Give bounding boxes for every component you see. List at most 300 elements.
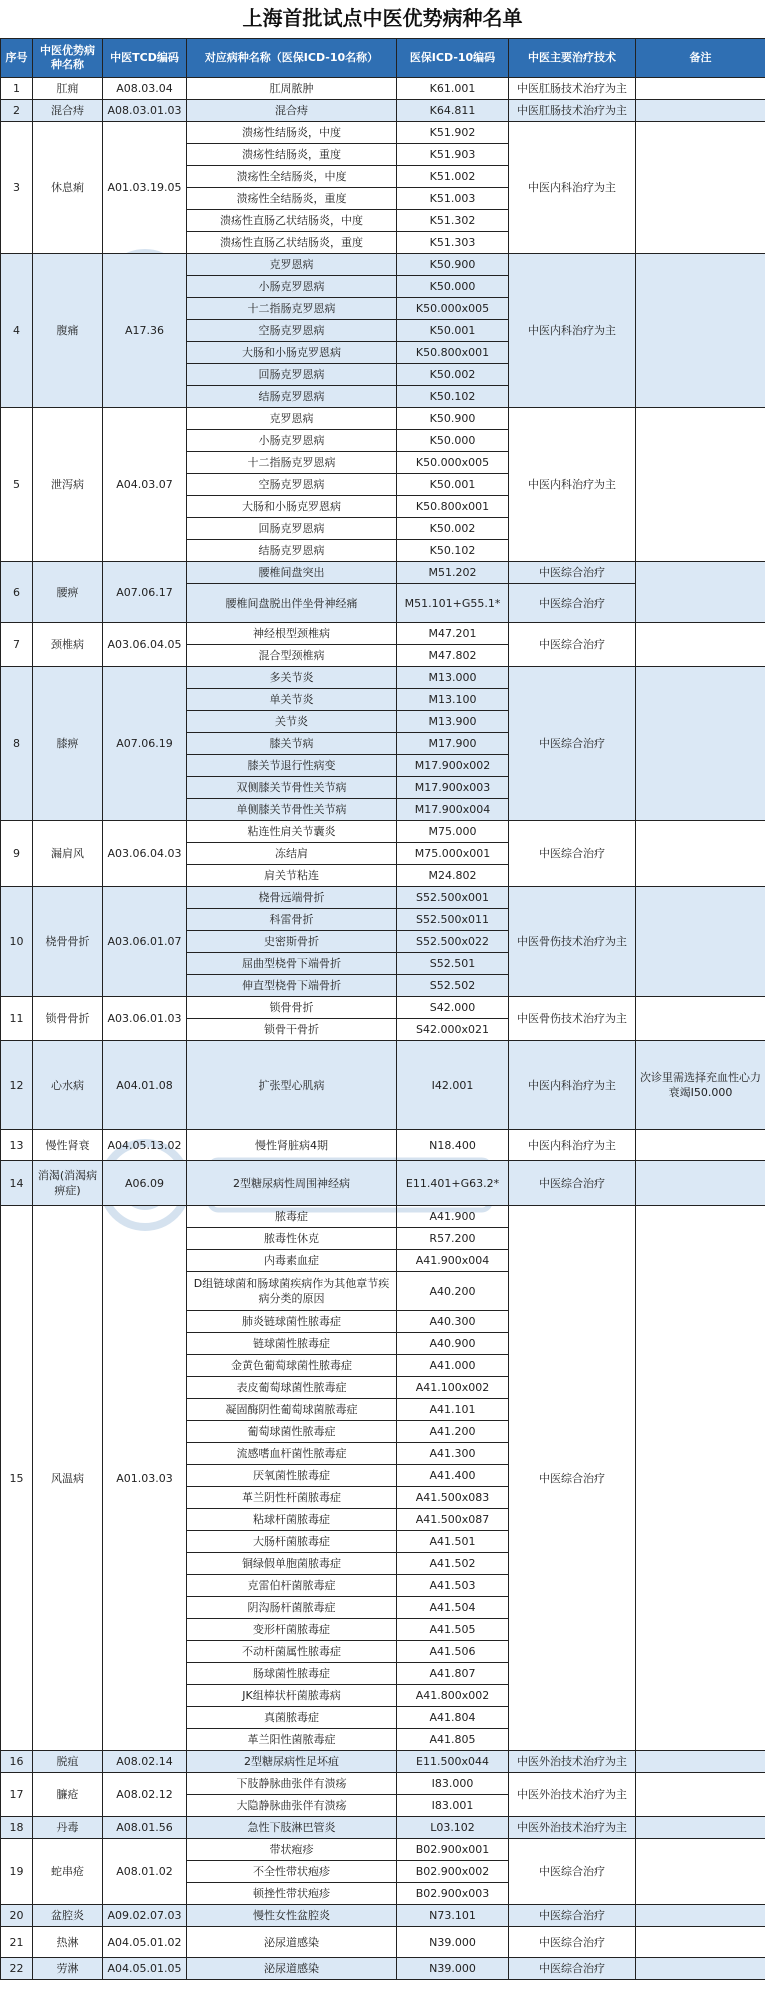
note — [636, 122, 765, 254]
icd-code: K50.800x001 — [397, 342, 509, 364]
row-number: 17 — [1, 1773, 33, 1817]
icd-disease-name: 2型糖尿病性足坏疽 — [187, 1751, 397, 1773]
icd-disease-name: 带状疱疹 — [187, 1839, 397, 1861]
icd-code: M51.202 — [397, 562, 509, 584]
icd-code: A41.000 — [397, 1355, 509, 1377]
table-row — [1, 1041, 765, 1130]
icd-disease-name: JK组棒状杆菌脓毒病 — [187, 1685, 397, 1707]
icd-disease-name: 双侧膝关节骨性关节病 — [187, 777, 397, 799]
table-row — [1, 623, 765, 645]
row-number: 15 — [1, 1206, 33, 1751]
disease-name: 心水病 — [33, 1041, 103, 1130]
icd-code: I83.000 — [397, 1773, 509, 1795]
disease-name: 风温病 — [33, 1206, 103, 1751]
icd-code: S42.000x021 — [397, 1019, 509, 1041]
tcd-code: A03.06.04.05 — [103, 623, 187, 667]
icd-code: K50.002 — [397, 518, 509, 540]
note — [636, 1905, 765, 1927]
icd-disease-name: 内毒素血症 — [187, 1250, 397, 1272]
header-icd-name: 对应病种名称（医保ICD-10名称） — [187, 39, 397, 78]
note — [636, 821, 765, 887]
icd-disease-name: 表皮葡萄球菌性脓毒症 — [187, 1377, 397, 1399]
icd-disease-name: 多关节炎 — [187, 667, 397, 689]
icd-disease-name: 脓毒症 — [187, 1206, 397, 1228]
icd-code: S52.500x022 — [397, 931, 509, 953]
icd-disease-name: 慢性肾脏病4期 — [187, 1130, 397, 1161]
tcd-code: A03.06.01.07 — [103, 887, 187, 997]
treatment-technique: 中医综合治疗 — [509, 623, 636, 667]
icd-code: K51.303 — [397, 232, 509, 254]
note — [636, 667, 765, 821]
header-no: 序号 — [1, 39, 33, 78]
note — [636, 408, 765, 562]
icd-code: M13.100 — [397, 689, 509, 711]
icd-disease-name: 溃疡性直肠乙状结肠炎，重度 — [187, 232, 397, 254]
table-row — [1, 667, 765, 689]
tcd-code: A07.06.19 — [103, 667, 187, 821]
note — [636, 1958, 765, 1980]
icd-disease-name: 真菌脓毒症 — [187, 1707, 397, 1729]
treatment-technique: 中医综合治疗 — [509, 562, 636, 584]
icd-disease-name: 慢性女性盆腔炎 — [187, 1905, 397, 1927]
icd-disease-name: 厌氧菌性脓毒症 — [187, 1465, 397, 1487]
icd-disease-name: 锁骨骨折 — [187, 997, 397, 1019]
table-row — [1, 1839, 765, 1861]
icd-disease-name: 混合痔 — [187, 100, 397, 122]
icd-disease-name: 伸直型桡骨下端骨折 — [187, 975, 397, 997]
row-number: 8 — [1, 667, 33, 821]
icd-code: K50.001 — [397, 474, 509, 496]
icd-code: A41.800x002 — [397, 1685, 509, 1707]
tcd-code: A06.09 — [103, 1161, 187, 1206]
tcd-code: A07.06.17 — [103, 562, 187, 623]
icd-code: L03.102 — [397, 1817, 509, 1839]
treatment-technique: 中医肛肠技术治疗为主 — [509, 78, 636, 100]
tcd-code: A04.01.08 — [103, 1041, 187, 1130]
icd-code: K61.001 — [397, 78, 509, 100]
icd-disease-name: 回肠克罗恩病 — [187, 518, 397, 540]
icd-disease-name: 金黄色葡萄球菌性脓毒症 — [187, 1355, 397, 1377]
table-row — [1, 122, 765, 144]
icd-disease-name: 大隐静脉曲张伴有溃疡 — [187, 1795, 397, 1817]
disease-name: 慢性肾衰 — [33, 1130, 103, 1161]
icd-disease-name: 不动杆菌属性脓毒症 — [187, 1641, 397, 1663]
icd-code: M17.900x003 — [397, 777, 509, 799]
disease-name: 劳淋 — [33, 1958, 103, 1980]
note — [636, 562, 765, 623]
icd-code: K51.902 — [397, 122, 509, 144]
table-row — [1, 1927, 765, 1958]
disease-name: 脱疽 — [33, 1751, 103, 1773]
disease-name: 泄泻病 — [33, 408, 103, 562]
row-number: 21 — [1, 1927, 33, 1958]
icd-disease-name: 锁骨干骨折 — [187, 1019, 397, 1041]
icd-disease-name: 溃疡性结肠炎，中度 — [187, 122, 397, 144]
header-tcd-code: 中医TCD编码 — [103, 39, 187, 78]
treatment-technique: 中医外治技术治疗为主 — [509, 1751, 636, 1773]
treatment-technique: 中医综合治疗 — [509, 1161, 636, 1206]
treatment-technique: 中医综合治疗 — [509, 1905, 636, 1927]
note — [636, 1817, 765, 1839]
row-number: 20 — [1, 1905, 33, 1927]
table-row — [1, 1905, 765, 1927]
icd-code: N39.000 — [397, 1958, 509, 1980]
tcd-code: A04.05.13.02 — [103, 1130, 187, 1161]
icd-disease-name: 2型糖尿病性周围神经病 — [187, 1161, 397, 1206]
tcd-code: A08.03.04 — [103, 78, 187, 100]
icd-disease-name: 小肠克罗恩病 — [187, 430, 397, 452]
icd-code: A41.502 — [397, 1553, 509, 1575]
disease-name: 桡骨骨折 — [33, 887, 103, 997]
tcd-code: A03.06.04.03 — [103, 821, 187, 887]
icd-code: M13.900 — [397, 711, 509, 733]
icd-disease-name: 溃疡性全结肠炎，中度 — [187, 166, 397, 188]
icd-code: E11.401+G63.2* — [397, 1161, 509, 1206]
icd-code: K51.002 — [397, 166, 509, 188]
icd-disease-name: 结肠克罗恩病 — [187, 386, 397, 408]
treatment-technique: 中医综合治疗 — [509, 1958, 636, 1980]
table-row — [1, 887, 765, 909]
icd-code: M75.000x001 — [397, 843, 509, 865]
header-treatment: 中医主要治疗技术 — [509, 39, 636, 78]
icd-code: K50.000 — [397, 276, 509, 298]
note — [636, 1206, 765, 1751]
icd-code: A41.503 — [397, 1575, 509, 1597]
icd-disease-name: 小肠克罗恩病 — [187, 276, 397, 298]
treatment-technique: 中医综合治疗 — [509, 1839, 636, 1905]
note — [636, 1161, 765, 1206]
treatment-technique: 中医内科治疗为主 — [509, 1041, 636, 1130]
icd-code: K50.900 — [397, 254, 509, 276]
icd-code: A41.805 — [397, 1729, 509, 1751]
row-number: 5 — [1, 408, 33, 562]
icd-disease-name: 扩张型心肌病 — [187, 1041, 397, 1130]
tcd-code: A17.36 — [103, 254, 187, 408]
note — [636, 1751, 765, 1773]
row-number: 19 — [1, 1839, 33, 1905]
icd-code: I42.001 — [397, 1041, 509, 1130]
note — [636, 997, 765, 1041]
note — [636, 78, 765, 100]
icd-code: R57.200 — [397, 1228, 509, 1250]
icd-disease-name: 关节炎 — [187, 711, 397, 733]
icd-disease-name: 混合型颈椎病 — [187, 645, 397, 667]
icd-code: K50.001 — [397, 320, 509, 342]
row-number: 12 — [1, 1041, 33, 1130]
tcd-code: A04.05.01.02 — [103, 1927, 187, 1958]
icd-code: B02.900x001 — [397, 1839, 509, 1861]
table-row — [1, 78, 765, 100]
icd-disease-name: 阴沟肠杆菌脓毒症 — [187, 1597, 397, 1619]
icd-code: A40.200 — [397, 1272, 509, 1311]
icd-code: A41.500x087 — [397, 1509, 509, 1531]
icd-code: S52.501 — [397, 953, 509, 975]
treatment-technique: 中医综合治疗 — [509, 584, 636, 623]
tcd-code: A04.05.01.05 — [103, 1958, 187, 1980]
table-row — [1, 821, 765, 843]
icd-disease-name: 腰椎间盘突出 — [187, 562, 397, 584]
table-row — [1, 1751, 765, 1773]
icd-code: A41.500x083 — [397, 1487, 509, 1509]
icd-code: K51.003 — [397, 188, 509, 210]
icd-disease-name: 下肢静脉曲张伴有溃疡 — [187, 1773, 397, 1795]
icd-disease-name: 革兰阴性杆菌脓毒症 — [187, 1487, 397, 1509]
disease-name: 混合痔 — [33, 100, 103, 122]
treatment-technique: 中医综合治疗 — [509, 1927, 636, 1958]
row-number: 1 — [1, 78, 33, 100]
icd-disease-name: D组链球菌和肠球菌疾病作为其他章节疾病分类的原因 — [187, 1272, 397, 1311]
table-row — [1, 1773, 765, 1795]
disease-name: 热淋 — [33, 1927, 103, 1958]
treatment-technique: 中医内科治疗为主 — [509, 122, 636, 254]
tcd-code: A08.01.56 — [103, 1817, 187, 1839]
table-header-row — [1, 39, 765, 78]
icd-disease-name: 肠球菌性脓毒症 — [187, 1663, 397, 1685]
icd-code: A41.506 — [397, 1641, 509, 1663]
icd-disease-name: 脓毒性休克 — [187, 1228, 397, 1250]
icd-disease-name: 顿挫性带状疱疹 — [187, 1883, 397, 1905]
table-row — [1, 100, 765, 122]
icd-disease-name: 不全性带状疱疹 — [187, 1861, 397, 1883]
header-note: 备注 — [636, 39, 765, 78]
disease-name: 漏肩风 — [33, 821, 103, 887]
icd-code: N18.400 — [397, 1130, 509, 1161]
icd-code: K50.002 — [397, 364, 509, 386]
disease-name: 消渴(消渴病痹症) — [33, 1161, 103, 1206]
icd-code: A41.501 — [397, 1531, 509, 1553]
icd-disease-name: 变形杆菌脓毒症 — [187, 1619, 397, 1641]
icd-disease-name: 克罗恩病 — [187, 254, 397, 276]
icd-code: A41.900 — [397, 1206, 509, 1228]
icd-disease-name: 铜绿假单胞菌脓毒症 — [187, 1553, 397, 1575]
icd-disease-name: 粘球杆菌脓毒症 — [187, 1509, 397, 1531]
icd-code: B02.900x002 — [397, 1861, 509, 1883]
icd-disease-name: 肺炎链球菌性脓毒症 — [187, 1311, 397, 1333]
icd-disease-name: 大肠和小肠克罗恩病 — [187, 342, 397, 364]
icd-disease-name: 泌尿道感染 — [187, 1927, 397, 1958]
icd-disease-name: 克雷伯杆菌脓毒症 — [187, 1575, 397, 1597]
treatment-technique: 中医内科治疗为主 — [509, 408, 636, 562]
row-number: 2 — [1, 100, 33, 122]
icd-disease-name: 葡萄球菌性脓毒症 — [187, 1421, 397, 1443]
icd-code: K50.102 — [397, 540, 509, 562]
icd-code: A41.400 — [397, 1465, 509, 1487]
disease-name: 锁骨骨折 — [33, 997, 103, 1041]
icd-code: A41.807 — [397, 1663, 509, 1685]
icd-code: M17.900x002 — [397, 755, 509, 777]
icd-disease-name: 空肠克罗恩病 — [187, 320, 397, 342]
icd-disease-name: 肩关节粘连 — [187, 865, 397, 887]
disease-name: 臁疮 — [33, 1773, 103, 1817]
row-number: 4 — [1, 254, 33, 408]
table-body — [1, 78, 765, 1980]
icd-disease-name: 十二指肠克罗恩病 — [187, 298, 397, 320]
icd-code: S42.000 — [397, 997, 509, 1019]
icd-code: A41.804 — [397, 1707, 509, 1729]
treatment-technique: 中医综合治疗 — [509, 667, 636, 821]
table-row — [1, 1958, 765, 1980]
tcd-code: A04.03.07 — [103, 408, 187, 562]
disease-name: 蛇串疮 — [33, 1839, 103, 1905]
tcd-code: A08.02.12 — [103, 1773, 187, 1817]
icd-code: K50.900 — [397, 408, 509, 430]
icd-disease-name: 泌尿道感染 — [187, 1958, 397, 1980]
tcd-code: A08.03.01.03 — [103, 100, 187, 122]
icd-disease-name: 腰椎间盘脱出伴坐骨神经痛 — [187, 584, 397, 623]
icd-code: K51.903 — [397, 144, 509, 166]
icd-disease-name: 科雷骨折 — [187, 909, 397, 931]
row-number: 11 — [1, 997, 33, 1041]
icd-code: K64.811 — [397, 100, 509, 122]
icd-code: K51.302 — [397, 210, 509, 232]
treatment-technique: 中医内科治疗为主 — [509, 1130, 636, 1161]
icd-disease-name: 急性下肢淋巴管炎 — [187, 1817, 397, 1839]
icd-disease-name: 屈曲型桡骨下端骨折 — [187, 953, 397, 975]
icd-code: M17.900 — [397, 733, 509, 755]
note: 次诊里需选择充血性心力衰竭I50.000 — [636, 1041, 765, 1130]
treatment-technique: 中医综合治疗 — [509, 1206, 636, 1751]
icd-code: S52.500x011 — [397, 909, 509, 931]
tcd-code: A01.03.19.05 — [103, 122, 187, 254]
icd-disease-name: 单侧膝关节骨性关节病 — [187, 799, 397, 821]
disease-table — [0, 38, 765, 1980]
table-row — [1, 1161, 765, 1206]
table-row — [1, 1206, 765, 1228]
row-number: 13 — [1, 1130, 33, 1161]
note — [636, 1839, 765, 1905]
icd-code: K50.000x005 — [397, 452, 509, 474]
icd-disease-name: 溃疡性直肠乙状结肠炎，中度 — [187, 210, 397, 232]
header-disease-name: 中医优势病种名称 — [33, 39, 103, 78]
icd-disease-name: 大肠和小肠克罗恩病 — [187, 496, 397, 518]
icd-code: A41.100x002 — [397, 1377, 509, 1399]
icd-disease-name: 空肠克罗恩病 — [187, 474, 397, 496]
table-row — [1, 408, 765, 430]
row-number: 14 — [1, 1161, 33, 1206]
icd-code: A41.504 — [397, 1597, 509, 1619]
table-row — [1, 1130, 765, 1161]
icd-disease-name: 链球菌性脓毒症 — [187, 1333, 397, 1355]
row-number: 16 — [1, 1751, 33, 1773]
table-row — [1, 254, 765, 276]
note — [636, 887, 765, 997]
icd-disease-name: 溃疡性全结肠炎，重度 — [187, 188, 397, 210]
icd-code: M47.802 — [397, 645, 509, 667]
disease-name: 丹毒 — [33, 1817, 103, 1839]
icd-code: B02.900x003 — [397, 1883, 509, 1905]
icd-code: M17.900x004 — [397, 799, 509, 821]
icd-code: A40.900 — [397, 1333, 509, 1355]
treatment-technique: 中医骨伤技术治疗为主 — [509, 997, 636, 1041]
icd-disease-name: 流感嗜血杆菌性脓毒症 — [187, 1443, 397, 1465]
icd-code: K50.800x001 — [397, 496, 509, 518]
treatment-technique: 中医外治技术治疗为主 — [509, 1773, 636, 1817]
table-row — [1, 1817, 765, 1839]
disease-name: 肛痈 — [33, 78, 103, 100]
header-icd-code: 医保ICD-10编码 — [397, 39, 509, 78]
icd-code: M47.201 — [397, 623, 509, 645]
icd-code: A41.900x004 — [397, 1250, 509, 1272]
table-row — [1, 562, 765, 584]
icd-disease-name: 革兰阳性菌脓毒症 — [187, 1729, 397, 1751]
treatment-technique: 中医综合治疗 — [509, 821, 636, 887]
icd-code: A41.200 — [397, 1421, 509, 1443]
icd-code: K50.000 — [397, 430, 509, 452]
icd-code: S52.500x001 — [397, 887, 509, 909]
note — [636, 623, 765, 667]
icd-code: I83.001 — [397, 1795, 509, 1817]
icd-disease-name: 结肠克罗恩病 — [187, 540, 397, 562]
icd-code: M24.802 — [397, 865, 509, 887]
note — [636, 254, 765, 408]
disease-name: 膝痹 — [33, 667, 103, 821]
icd-code: S52.502 — [397, 975, 509, 997]
tcd-code: A08.01.02 — [103, 1839, 187, 1905]
icd-code: A40.300 — [397, 1311, 509, 1333]
icd-disease-name: 粘连性肩关节囊炎 — [187, 821, 397, 843]
icd-disease-name: 膝关节病 — [187, 733, 397, 755]
icd-code: M13.000 — [397, 667, 509, 689]
note — [636, 100, 765, 122]
note — [636, 1773, 765, 1817]
icd-disease-name: 单关节炎 — [187, 689, 397, 711]
treatment-technique: 中医骨伤技术治疗为主 — [509, 887, 636, 997]
icd-disease-name: 回肠克罗恩病 — [187, 364, 397, 386]
tcd-code: A03.06.01.03 — [103, 997, 187, 1041]
row-number: 3 — [1, 122, 33, 254]
row-number: 7 — [1, 623, 33, 667]
tcd-code: A01.03.03 — [103, 1206, 187, 1751]
row-number: 9 — [1, 821, 33, 887]
icd-code: E11.500x044 — [397, 1751, 509, 1773]
disease-name: 腰痹 — [33, 562, 103, 623]
icd-code: M51.101+G55.1* — [397, 584, 509, 623]
icd-disease-name: 肛周脓肿 — [187, 78, 397, 100]
table-row — [1, 997, 765, 1019]
disease-name: 颈椎病 — [33, 623, 103, 667]
icd-code: K50.102 — [397, 386, 509, 408]
row-number: 6 — [1, 562, 33, 623]
icd-disease-name: 膝关节退行性病变 — [187, 755, 397, 777]
row-number: 10 — [1, 887, 33, 997]
icd-disease-name: 大肠杆菌脓毒症 — [187, 1531, 397, 1553]
treatment-technique: 中医外治技术治疗为主 — [509, 1817, 636, 1839]
note — [636, 1927, 765, 1958]
row-number: 22 — [1, 1958, 33, 1980]
icd-code: A41.300 — [397, 1443, 509, 1465]
note — [636, 1130, 765, 1161]
icd-disease-name: 神经根型颈椎病 — [187, 623, 397, 645]
disease-name: 盆腔炎 — [33, 1905, 103, 1927]
icd-disease-name: 十二指肠克罗恩病 — [187, 452, 397, 474]
icd-code: A41.101 — [397, 1399, 509, 1421]
icd-code: N73.101 — [397, 1905, 509, 1927]
icd-disease-name: 溃疡性结肠炎，重度 — [187, 144, 397, 166]
icd-disease-name: 克罗恩病 — [187, 408, 397, 430]
page-title: 上海首批试点中医优势病种名单 — [242, 6, 523, 30]
treatment-technique: 中医内科治疗为主 — [509, 254, 636, 408]
tcd-code: A08.02.14 — [103, 1751, 187, 1773]
tcd-code: A09.02.07.03 — [103, 1905, 187, 1927]
disease-name: 腹痛 — [33, 254, 103, 408]
icd-disease-name: 桡骨远端骨折 — [187, 887, 397, 909]
icd-disease-name: 凝固酶阴性葡萄球菌脓毒症 — [187, 1399, 397, 1421]
icd-disease-name: 冻结肩 — [187, 843, 397, 865]
treatment-technique: 中医肛肠技术治疗为主 — [509, 100, 636, 122]
row-number: 18 — [1, 1817, 33, 1839]
disease-name: 休息痢 — [33, 122, 103, 254]
icd-code: N39.000 — [397, 1927, 509, 1958]
